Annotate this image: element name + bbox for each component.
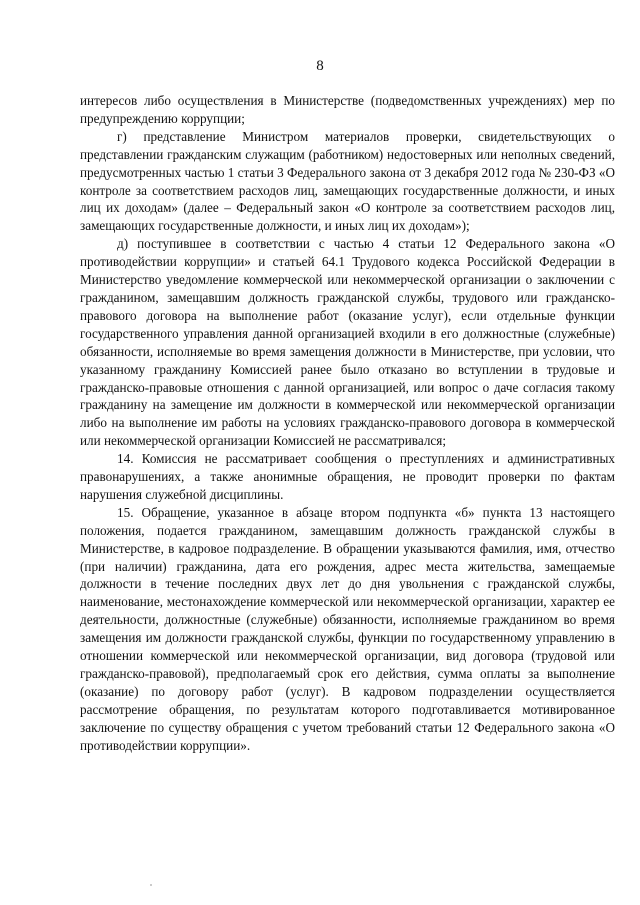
paragraph-item-g: г) представление Министром материалов проверки, свидетельствующих о представлении гражданским служащим (работником) недостоверных или неполных сведений, предусмотренных частью 1 статьи 3 Федерального закона от 3 декабря 2012 года № 230-ФЗ «О контроле за соответствием расходов лиц, замещающих государственные должности, и иных лиц их доходам» (далее – Федеральный закон «О контроле за соответствием расходов лиц, замещающих государственные должности, и иных лиц их доходам»); (80, 128, 615, 234)
paragraph-continuation: интересов либо осуществления в Министерстве (подведомственных учреждениях) мер по предупреждению коррупции; (80, 93, 615, 126)
paragraph-clause-15: 15. Обращение, указанное в абзаце втором подпункта «б» пункта 13 настоящего положения, подается гражданином, замещавшим должность гражданской службы в Министерстве, в кадровое подразделение. В обращении указываются фамилия, имя, отчество (при наличии) гражданина, дата его рождения, адрес места жительства, замещаемые должности в течение последних двух лет до дня увольнения с гражданской службы, наименование, местонахождение коммерческой или некоммерческой организации, характер ее деятельности, должностные (служебные) обязанности, исполняемые гражданином во время замещения им должности гражданской службы, функции по государственному управлению в отношении коммерческой или некоммерческой организации, вид договора (трудовой или гражданско-правовой), предполагаемый срок его действия, сумма оплаты за выполнение (оказание) по договору работ (услуг). В кадровом подразделении осуществляется рассмотрение обращения, по результатам которого подготавливается мотивированное заключение по существу обращения с учетом требований статьи 12 Федерального закона «О противодействии коррупции». (80, 504, 615, 753)
scan-speck (150, 884, 152, 886)
document-body (80, 92, 615, 755)
page-number: 8 (316, 58, 324, 74)
paragraph-item-d: д) поступившее в соответствии с частью 4 статьи 12 Федерального закона «О противодействии коррупции» и статьей 64.1 Трудового кодекса Российской Федерации в Министерство уведомление коммерческой или некоммерческой организации о заключении с гражданином, замещавшим должность гражданской службы, трудового или гражданско-правового договора на выполнение работ (оказание услуг), если отдельные функции государственного управления данной организацией входили в его должностные (служебные) обязанности, исполняемые во время замещения должности в Министерстве, при условии, что указанному гражданину Комиссией ранее было отказано во вступлении в трудовые и гражданско-правовые отношения с данной организацией, или вопрос о даче согласия такому гражданину на замещение им должности в коммерческой или некоммерческой организации либо на выполнение им работы на условиях гражданско-правового договора в коммерческой или некоммерческой организации Комиссией не рассматривался; (80, 236, 615, 449)
paragraph-clause-14: 14. Комиссия не рассматривает сообщения о преступлениях и административных правонарушениях, а также анонимные обращения, не проводит проверки по фактам нарушения служебной дисциплины. (80, 451, 615, 502)
